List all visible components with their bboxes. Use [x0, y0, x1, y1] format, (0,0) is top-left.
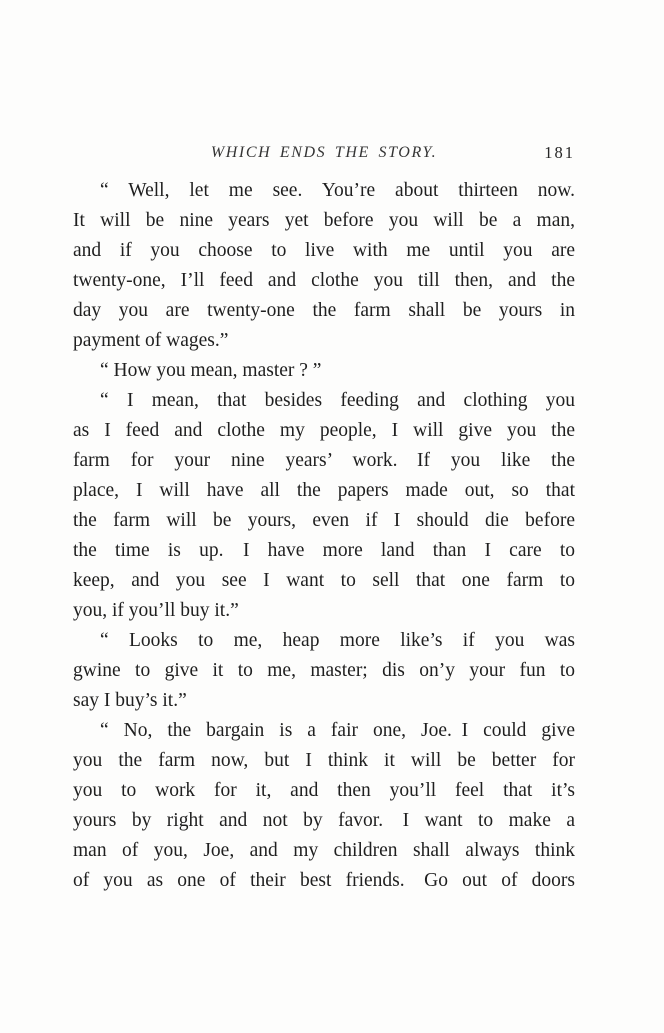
text-line: “ Well, let me see. You’re about thirteen now.	[100, 180, 575, 201]
text-line: twenty-one, I’ll feed and clothe you till then, and the	[73, 270, 575, 291]
text-line: day you are twenty-one the farm shall be yours in	[73, 300, 575, 321]
text-line: you to work for it, and then you’ll feel that it’s	[73, 780, 575, 801]
text-line: payment of wages.”	[73, 330, 229, 351]
text-line: and if you choose to live with me until you are	[73, 240, 575, 261]
body-text	[73, 176, 575, 896]
running-head-title: WHICH ENDS THE STORY.	[210, 144, 438, 161]
text-line: It will be nine years yet before you will be a man,	[73, 210, 575, 231]
text-line: farm for your nine years’ work. If you like the	[73, 450, 575, 471]
text-line: you, if you’ll buy it.”	[73, 600, 239, 621]
paragraph	[73, 626, 575, 716]
paragraph	[73, 176, 575, 356]
text-line: yours by right and not by favor. I want to make a	[73, 810, 575, 831]
text-line: say I buy’s it.”	[73, 690, 187, 711]
text-line: of you as one of their best friends. Go out of doors	[73, 870, 575, 891]
text-line: man of you, Joe, and my children shall always think	[73, 840, 575, 861]
text-line: “ How you mean, master ? ”	[100, 360, 322, 381]
text-line: as I feed and clothe my people, I will give you the	[73, 420, 575, 441]
text-line: gwine to give it to me, master; dis on’y your fun to	[73, 660, 575, 681]
text-line: “ Looks to me, heap more like’s if you was	[100, 630, 575, 651]
text-line: “ No, the bargain is a fair one, Joe. I could give	[100, 720, 575, 741]
text-line: the farm will be yours, even if I should die before	[73, 510, 575, 531]
page-number: 181	[544, 143, 575, 162]
paragraph	[73, 386, 575, 626]
paragraph	[73, 716, 575, 896]
running-head	[73, 144, 575, 166]
text-line: “ I mean, that besides feeding and clothing you	[100, 390, 575, 411]
text-line: the time is up. I have more land than I care to	[73, 540, 575, 561]
text-line: place, I will have all the papers made out, so that	[73, 480, 575, 501]
text-line: you the farm now, but I think it will be better for	[73, 750, 575, 771]
paragraph	[73, 356, 575, 386]
text-line: keep, and you see I want to sell that one farm to	[73, 570, 575, 591]
